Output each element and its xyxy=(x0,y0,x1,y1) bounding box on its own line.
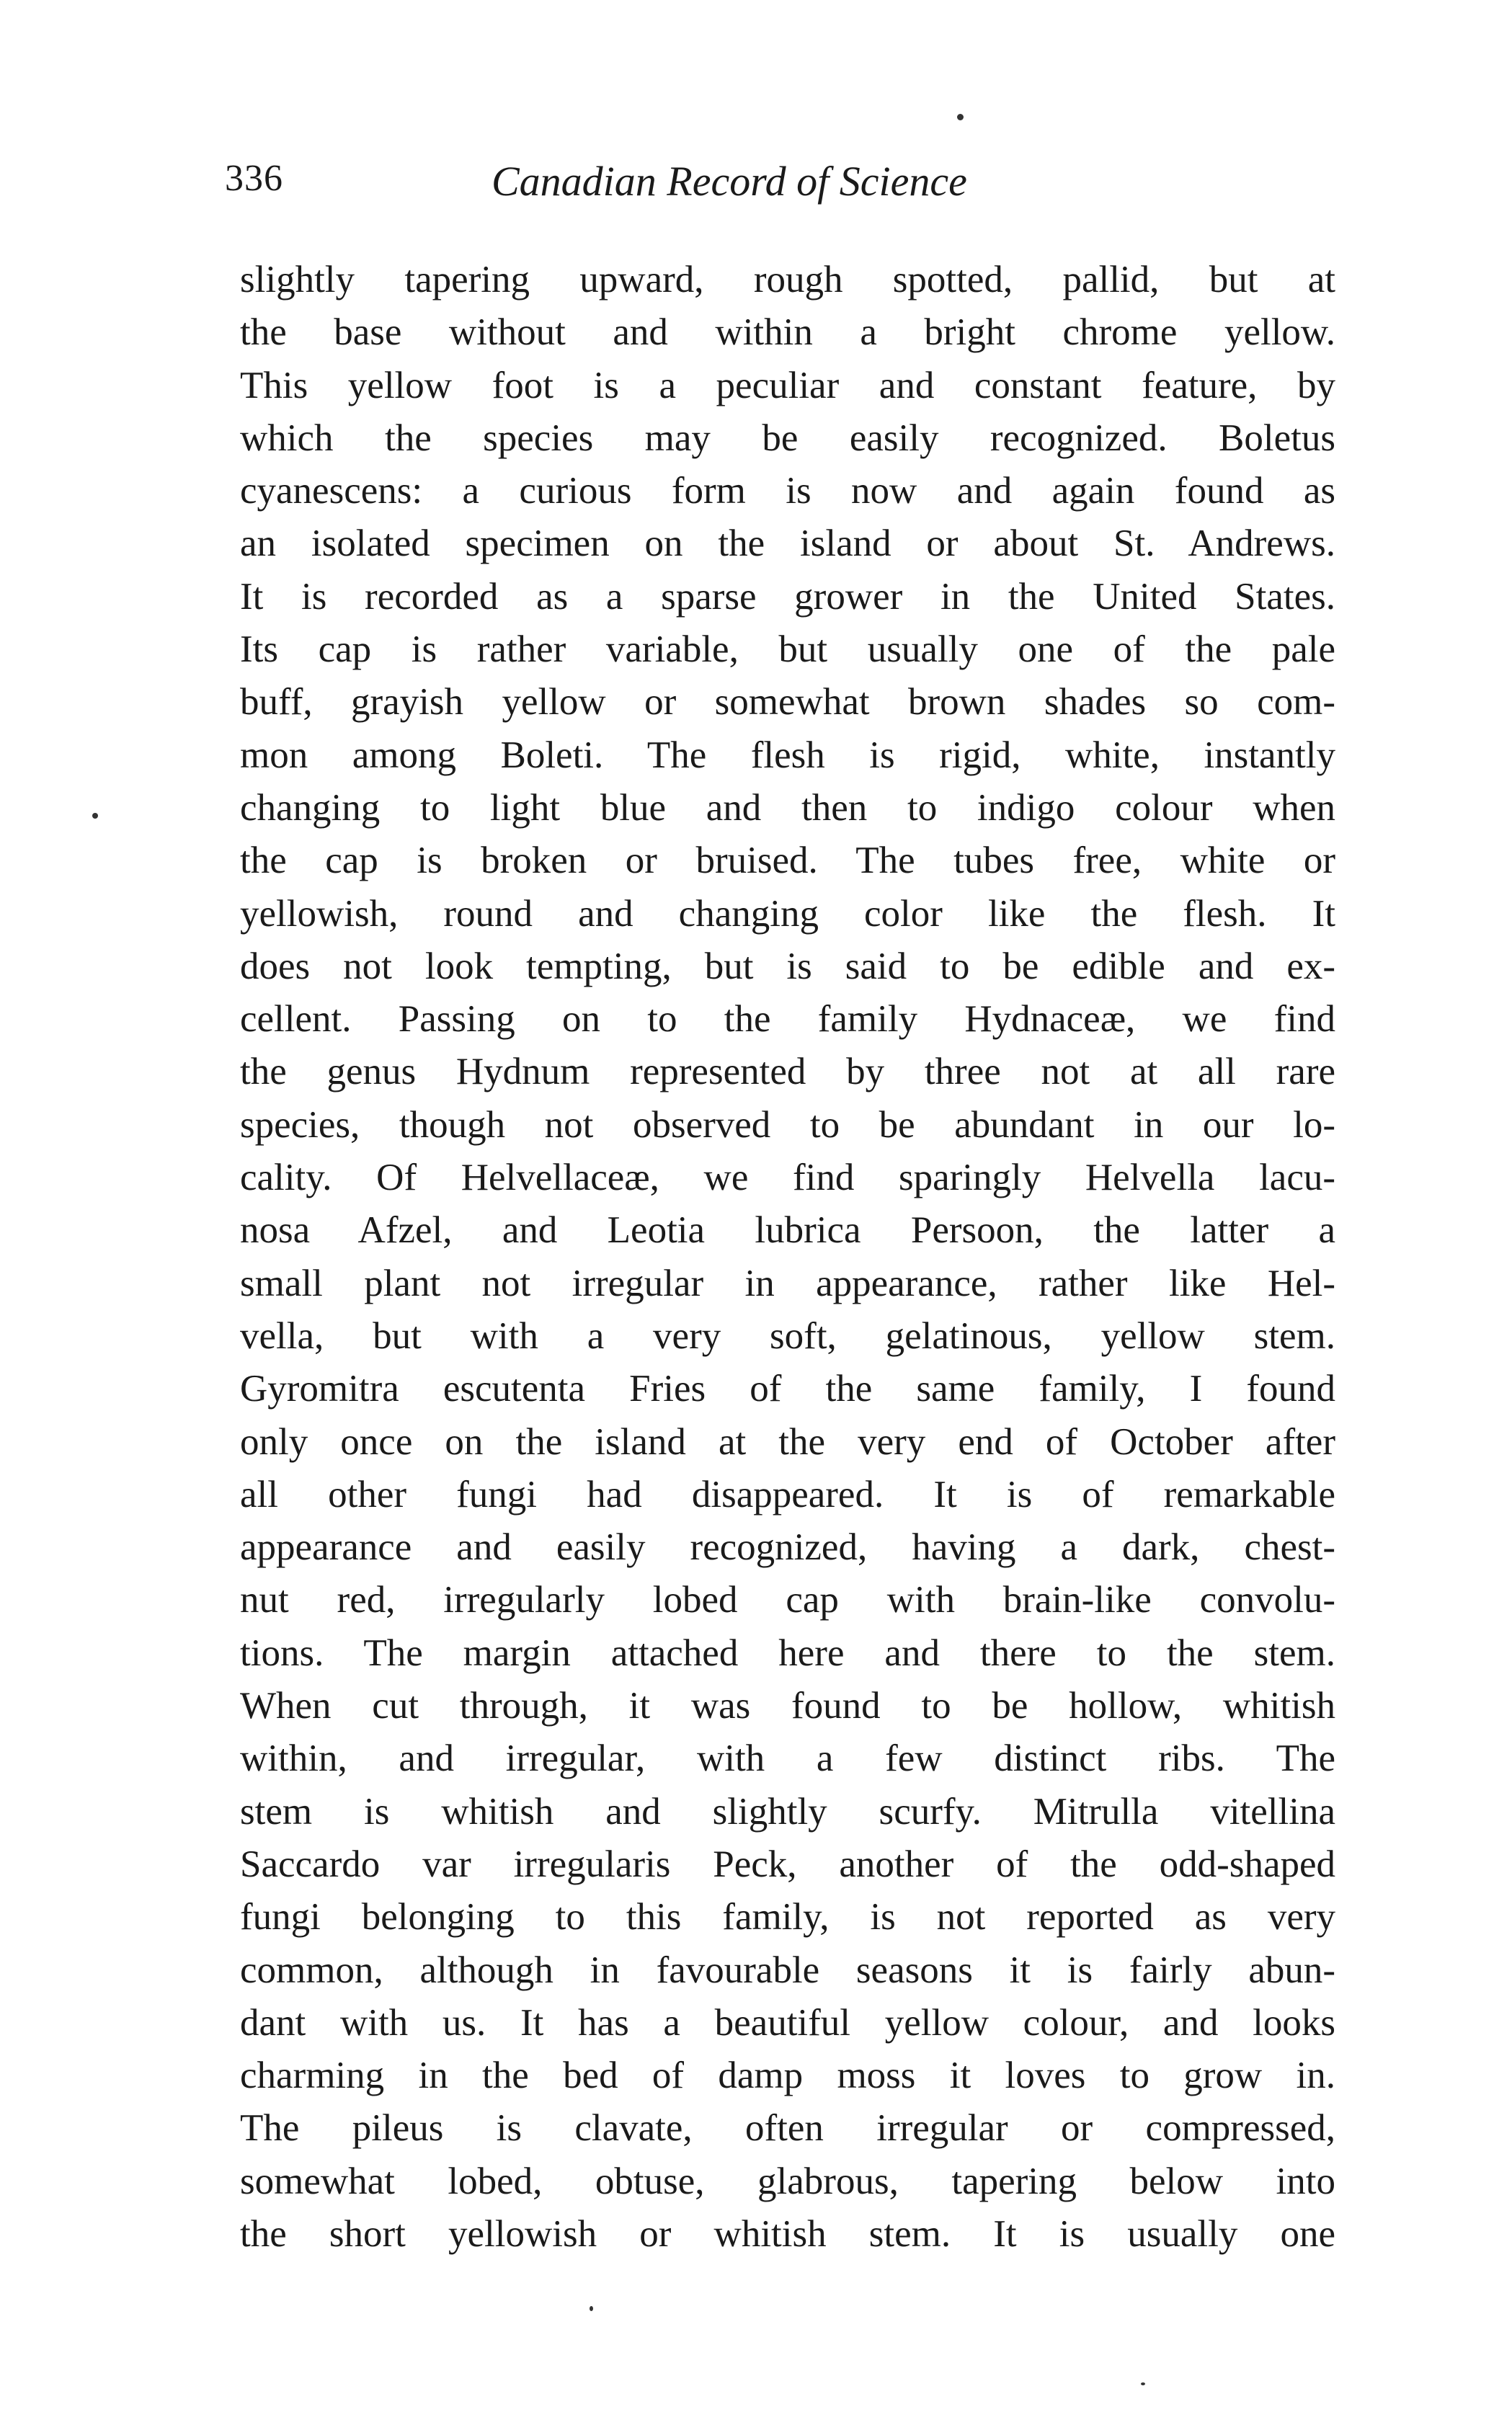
text-line: When cut through, it was found to be hollow, whitish xyxy=(240,1685,1335,1727)
page-header xyxy=(225,157,1320,215)
page-number: 336 xyxy=(225,158,283,199)
text-line: changing to light blue and then to indigo colour when xyxy=(240,786,1335,829)
text-line: cality. Of Helvellaceæ, we find sparingly Helvella lacu- xyxy=(240,1157,1335,1199)
scan-speck xyxy=(957,114,964,120)
text-line: This yellow foot is a peculiar and constant feature, by xyxy=(240,364,1335,406)
running-title: Canadian Record of Science xyxy=(492,158,967,205)
text-line: common, although in favourable seasons it is fairly abun- xyxy=(240,1949,1335,1991)
text-line: somewhat lobed, obtuse, glabrous, tapering below into xyxy=(240,2160,1335,2202)
text-line: appearance and easily recognized, having a dark, chest- xyxy=(240,1526,1335,1569)
text-line: Gyromitra escutenta Fries of the same family, I found xyxy=(240,1368,1335,1410)
text-line: Saccardo var irregularis Peck, another of the odd-shaped xyxy=(240,1843,1335,1885)
text-line: the base without and within a bright chrome yellow. xyxy=(240,311,1335,354)
body-text xyxy=(240,254,1335,2261)
text-line: which the species may be easily recognized. Boletus xyxy=(240,417,1335,459)
text-line: slightly tapering upward, rough spotted, pallid, but at xyxy=(240,259,1335,301)
text-line: nosa Afzel, and Leotia lubrica Persoon, the latter a xyxy=(240,1209,1335,1252)
scan-speck xyxy=(590,2306,593,2311)
text-line: yellowish, round and changing color like the flesh. It xyxy=(240,892,1335,935)
text-line: mon among Boleti. The flesh is rigid, white, instantly xyxy=(240,734,1335,776)
text-line: does not look tempting, but is said to be edible and ex- xyxy=(240,945,1335,987)
text-line: cellent. Passing on to the family Hydnaceæ, we find xyxy=(240,998,1335,1041)
text-line: charming in the bed of damp moss it loves to grow in. xyxy=(240,2055,1335,2097)
text-line: nut red, irregularly lobed cap with brain-like convolu- xyxy=(240,1579,1335,1621)
text-line: only once on the island at the very end of October after xyxy=(240,1420,1335,1463)
scan-speck xyxy=(1141,2382,1145,2385)
text-line: It is recorded as a sparse grower in the United States. xyxy=(240,575,1335,618)
text-line: buff, grayish yellow or somewhat brown shades so com- xyxy=(240,681,1335,724)
text-line: fungi belonging to this family, is not reported as very xyxy=(240,1896,1335,1939)
text-line: the genus Hydnum represented by three not at all rare xyxy=(240,1051,1335,1093)
text-line: tions. The margin attached here and there to the stem. xyxy=(240,1632,1335,1674)
text-line: the short yellowish or whitish stem. It is usually one xyxy=(240,2212,1335,2255)
text-line: small plant not irregular in appearance, rather like Hel- xyxy=(240,1262,1335,1304)
text-line: vella, but with a very soft, gelatinous, yellow stem. xyxy=(240,1314,1335,1357)
text-line: The pileus is clavate, often irregular or compressed, xyxy=(240,2107,1335,2150)
text-line: within, and irregular, with a few distinct ribs. The xyxy=(240,1737,1335,1780)
text-line: species, though not observed to be abundant in our lo- xyxy=(240,1103,1335,1146)
text-line: all other fungi had disappeared. It is of remarkable xyxy=(240,1473,1335,1516)
text-line: the cap is broken or bruised. The tubes free, white or xyxy=(240,840,1335,882)
text-line: cyanescens: a curious form is now and again found as xyxy=(240,470,1335,512)
text-line: stem is whitish and slightly scurfy. Mitrulla vitellina xyxy=(240,1790,1335,1833)
text-line: Its cap is rather variable, but usually one of the pale xyxy=(240,628,1335,671)
text-line: an isolated specimen on the island or about St. Andrews. xyxy=(240,522,1335,565)
text-line: dant with us. It has a beautiful yellow colour, and looks xyxy=(240,2001,1335,2044)
scan-speck xyxy=(92,813,98,819)
